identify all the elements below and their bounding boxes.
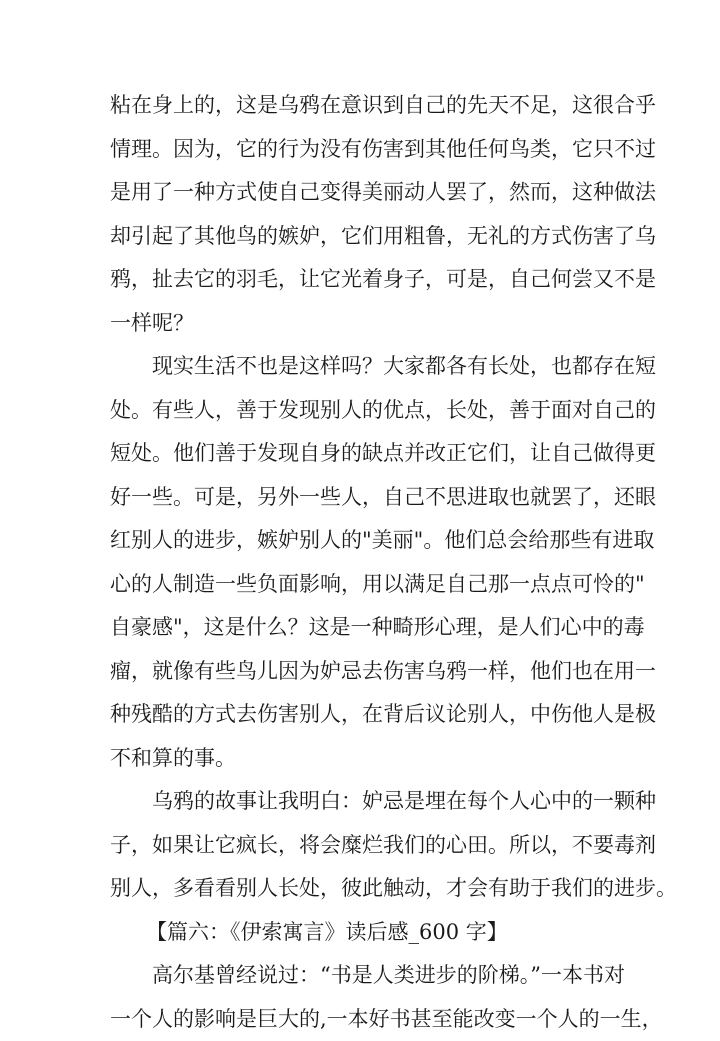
text-line: 情理。因为，它的行为没有伤害到其他任何鸟类，它只不过 xyxy=(110,128,612,172)
text-line: 瘤，就像有些鸟儿因为妒忌去伤害乌鸦一样，他们也在用一 xyxy=(110,650,612,694)
text-line: 好一些。可是，另外一些人，自己不思进取也就罢了，还眼 xyxy=(110,476,612,520)
text-line: 处。有些人，善于发现别人的优点，长处，善于面对自己的 xyxy=(110,389,612,433)
para-lesson xyxy=(110,780,612,911)
text-line: 别人，多看看别人长处，彼此触动，才会有助于我们的进步。 xyxy=(110,867,612,911)
para-real-life xyxy=(110,345,612,780)
text-line: 不和算的事。 xyxy=(110,737,612,781)
text-line: 一样呢？ xyxy=(110,302,612,346)
text-line: 子，如果让它疯长，将会糜烂我们的心田。所以，不要毒剂 xyxy=(110,824,612,868)
text-line: 鸦，扯去它的羽毛，让它光着身子，可是，自己何尝又不是 xyxy=(110,258,612,302)
text-line: 种残酷的方式去伤害别人，在背后议论别人，中伤他人是极 xyxy=(110,693,612,737)
section-heading: 【篇六：《伊索寓言》读后感_600 字】 xyxy=(110,911,612,955)
text-line: 现实生活不也是这样吗？大家都各有长处，也都存在短 xyxy=(110,345,612,389)
text-line: 自豪感"，这是什么？这是一种畸形心理，是人们心中的毒 xyxy=(110,606,612,650)
text-line: 心的人制造一些负面影响，用以满足自己那一点点可怜的" xyxy=(110,563,612,607)
text-line: 短处。他们善于发现自身的缺点并改正它们，让自己做得更 xyxy=(110,432,612,476)
text-line: 红别人的进步，嫉妒别人的"美丽"。他们总会给那些有进取 xyxy=(110,519,612,563)
text-line: 高尔基曾经说过：“书是人类进步的阶梯。”一本书对 xyxy=(110,954,612,998)
para-gorky-quote xyxy=(110,954,612,1041)
text-line: 却引起了其他鸟的嫉妒，它们用粗鲁，无礼的方式伤害了乌 xyxy=(110,215,612,259)
para-crow-reflection xyxy=(110,84,612,345)
text-line: 一个人的影响是巨大的,一本好书甚至能改变一个人的一生， xyxy=(110,998,612,1041)
document-body xyxy=(110,84,612,1041)
text-line: 是用了一种方式使自己变得美丽动人罢了，然而，这种做法 xyxy=(110,171,612,215)
text-line: 粘在身上的，这是乌鸦在意识到自己的先天不足，这很合乎 xyxy=(110,84,612,128)
text-line: 乌鸦的故事让我明白：妒忌是埋在每个人心中的一颗种 xyxy=(110,780,612,824)
